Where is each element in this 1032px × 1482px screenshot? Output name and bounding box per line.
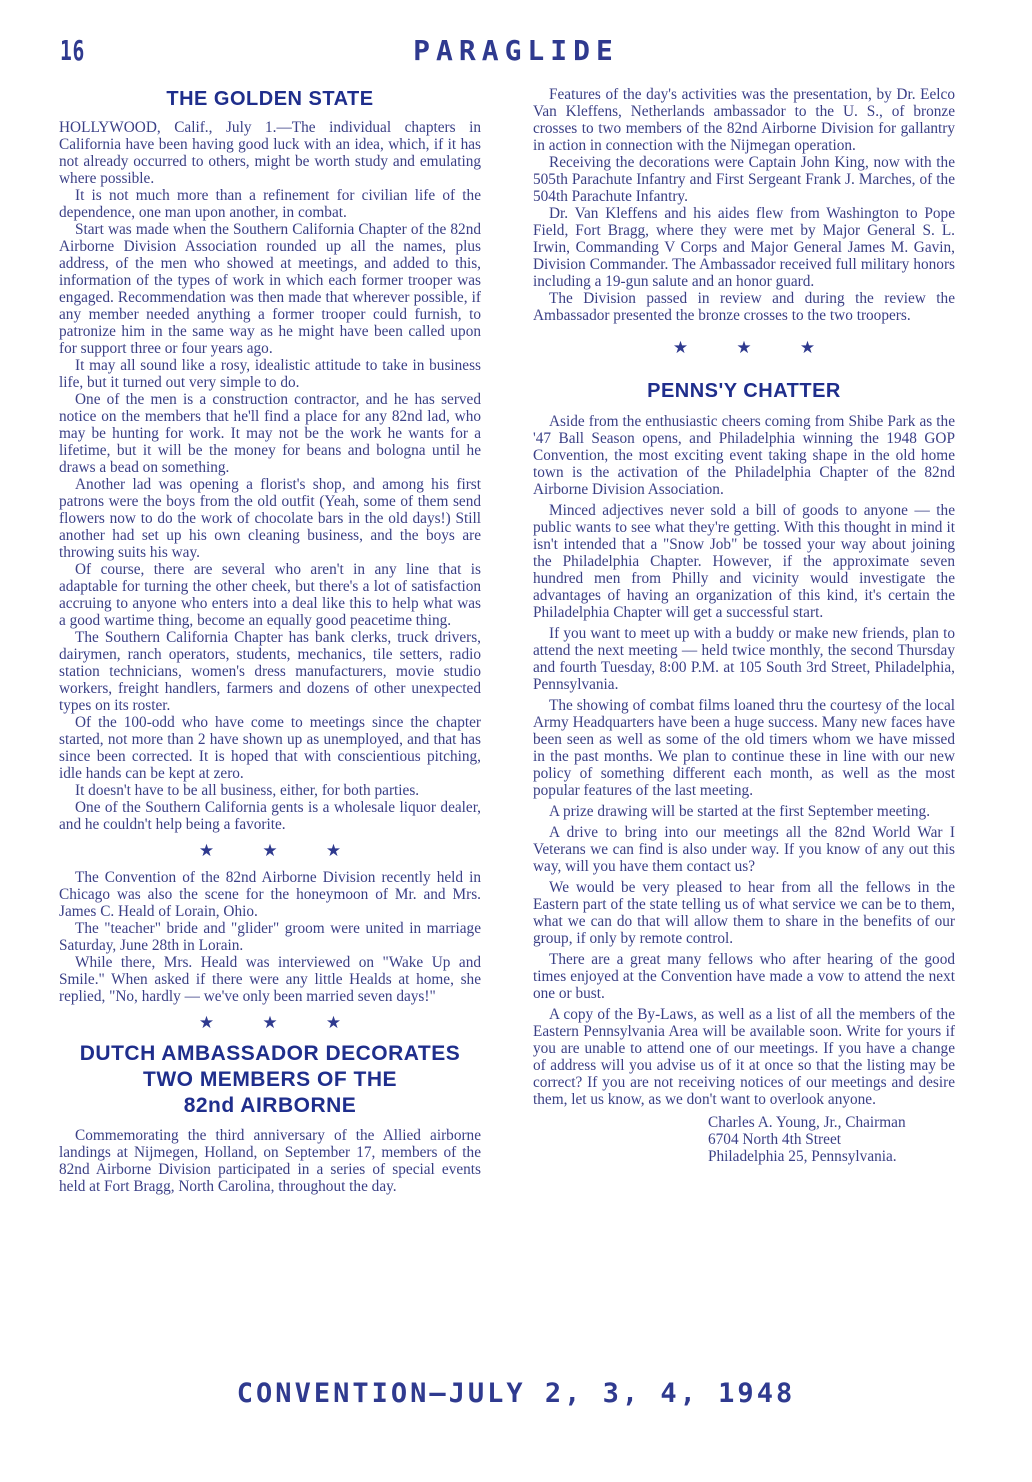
star-divider: ★ ★ ★ [198,1013,364,1032]
golden-state-paragraph: Start was made when the Southern California Chapter of the 82nd Airborne Division Association rounded up all the names, plus address, of the men who showed at meetings, and added to this, information of the types of work in which each former trooper was engaged. Recommendation was then made that wherever possible, if any member needed anything a former trooper could furnish, to patronize him in the same way as he might have been called upon for support three or four years ago. [59,221,481,357]
dutch-paragraph: Features of the day's activities was the presentation, by Dr. Eelco Van Kleffens, Netherlands ambassador to the U. S., of bronze crosses to two members of the 82nd Airborne Division for gallantry in action in connection with the Nijmegan operation. [533,86,955,154]
golden-state-heading: THE GOLDEN STATE [166,88,374,110]
dutch-paragraph: Commemorating the third anniversary of the Allied airborne landings at Nijmegen, Holland, on September 17, members of the 82nd Airborne Division participated in a series of special events held at Fort Bragg, North Carolina, throughout the day. [59,1127,481,1195]
penns-paragraph: A prize drawing will be started at the first September meeting. [549,803,931,820]
penns-paragraph: We would be very pleased to hear from all the fellows in the Eastern part of the state telling us of what service we can be to them, what we can do that will allow them to share in the benefits of our group, if only by remote control. [533,879,955,947]
golden-state-paragraph: Of course, there are several who aren't in any line that is adaptable for turning the other cheek, but there's a lot of satisfaction accruing to anyone who enters into a deal like this to help what was a good wartime thing, become an equally good peacetime thing. [59,561,481,629]
dutch-paragraph: Receiving the decorations were Captain John King, now with the 505th Parachute Infantry and First Sergeant Frank J. Marches, of the 504th Parachute Infantry. [533,154,955,205]
dutch-ambassador-heading [59,1041,481,1119]
heading-line: DUTCH AMBASSADOR DECORATES [79,1042,461,1065]
convention-footer: CONVENTION—JULY 2, 3, 4, 1948 [236,1378,796,1409]
penns-paragraph: There are a great many fellows who after hearing of the good times enjoyed at the Convention have made a vow to attend the next one or bust. [533,951,955,1002]
signature-line: Philadelphia 25, Pennsylvania. [708,1148,897,1165]
signature-block [708,1114,955,1165]
golden-state-paragraph: It doesn't have to be all business, either, for both parties. [75,782,420,799]
golden-state-paragraph: The Southern California Chapter has bank clerks, truck drivers, dairymen, ranch operators, students, mechanics, tile setters, radio station technicians, women's dress manufacturers, movie studio workers, freight handlers, farmers and dozens of other unexpected types on its roster. [59,629,481,714]
dutch-paragraph: Dr. Van Kleffens and his aides flew from Washington to Pope Field, Fort Bragg, where they were met by Major General S. L. Irwin, Commanding V Corps and Major General James M. Gavin, Division Commander. The Ambassador received full military honors including a 19-gun salute and an honor guard. [533,205,955,290]
golden-state-paragraph: Another lad was opening a florist's shop, and among his first patrons were the boys from the old outfit (Yeah, some of them send flowers now to do the work of chocolate bars in the old days!) Still another had set up his own cleaning business, and the boys are throwing suits his way. [59,476,481,561]
masthead-title: PARAGLIDE [413,34,619,67]
left-column [59,86,481,1195]
penns-paragraph: If you want to meet up with a buddy or make new friends, plan to attend the next meeting — held twice monthly, the second Thursday and fourth Tuesday, 8:00 P.M. at 105 South 3rd Street, Philadelphia, Pennsylvania. [533,625,955,693]
dutch-paragraph: The Division passed in review and during the review the Ambassador presented the bronze crosses to the two troopers. [533,290,955,324]
wedding-paragraph: The "teacher" bride and "glider" groom were united in marriage Saturday, June 28th in Lorain. [59,920,481,954]
golden-state-paragraph: HOLLYWOOD, Calif., July 1.—The individual chapters in California have been having good luck with an idea, which, if it has not already occurred to others, might be worth study and emulating where possible. [59,119,481,187]
penns-paragraph: A drive to bring into our meetings all the 82nd World War I Veterans we can find is also under way. If you know of any out this way, will you have them contact us? [533,824,955,875]
penns-paragraph: A copy of the By-Laws, as well as a list of all the members of the Eastern Pennsylvania Area will be available soon. Write for yours if you are unable to attend one of our meetings. If you have a change of address will you advise us of it at once so that the listing may be correct? If you are not receiving notices of our meetings and desire them, let us know, as we don't want to overlook anyone. [533,1006,955,1108]
page-number: 16 [60,34,86,67]
golden-state-paragraph: One of the men is a construction contractor, and he has served notice on the members that he'll find a place for any 82nd lad, who may be hunting for work. It may not be the work he wants for a lifetime, but it will be the money for beans and bologna until he draws a bead on something. [59,391,481,476]
golden-state-paragraph: One of the Southern California gents is a wholesale liquor dealer, and he couldn't help being a favorite. [59,799,481,833]
penns-paragraph: The showing of combat films loaned thru the courtesy of the local Army Headquarters have been a huge success. Many new faces have been seen as well as some of the old timers whom we have missed in the past months. We plan to continue these in line with our new policy of something different each month, as well as the most popular features of the last meeting. [533,697,955,799]
penns-paragraph: Minced adjectives never sold a bill of goods to anyone — the public wants to see what they're getting. With this thought in mind it isn't intended that a "Snow Job" be tossed your way about joining the Philadelphia Chapter. However, if the approximate seven hundred men from Philly and vicinity would investigate the advantages of having an organization of this kind, it's certain the Philadelphia Chapter will get a successful start. [533,502,955,621]
penns-paragraph: Aside from the enthusiastic cheers coming from Shibe Park as the '47 Ball Season opens, and Philadelphia winning the 1948 GOP Convention, the most exciting event taking shape in the old home town is the activation of the Philadelphia Chapter of the 82nd Airborne Division Association. [533,413,955,498]
signature-line: 6704 North 4th Street [708,1131,841,1148]
wedding-paragraph: While there, Mrs. Heald was interviewed on "Wake Up and Smile." When asked if there were any little Healds at home, she replied, "No, hardly — we've only been married seven days!" [59,954,481,1005]
right-column [533,86,955,1165]
signature-line: Charles A. Young, Jr., Chairman [708,1114,906,1131]
golden-state-paragraph: It may all sound like a rosy, idealistic attitude to take in business life, but it turned out very simple to do. [59,357,481,391]
golden-state-paragraph: It is not much more than a refinement for civilian life of the dependence, one man upon another, in combat. [59,187,481,221]
golden-state-paragraph: Of the 100-odd who have come to meetings since the chapter started, not more than 2 have shown up as unemployed, and that has since been corrected. It is hoped that with conscientious pitching, idle hands can be kept at zero. [59,714,481,782]
wedding-paragraph: The Convention of the 82nd Airborne Division recently held in Chicago was also the scene for the honeymoon of Mr. and Mrs. James C. Heald of Lorain, Ohio. [59,869,481,920]
heading-line: 82nd AIRBORNE [183,1094,357,1117]
penns-chatter-heading: PENNS'Y CHATTER [647,380,841,402]
star-divider: ★ ★ ★ [672,338,838,357]
star-divider: ★ ★ ★ [198,841,364,860]
heading-line: TWO MEMBERS OF THE [143,1068,397,1091]
